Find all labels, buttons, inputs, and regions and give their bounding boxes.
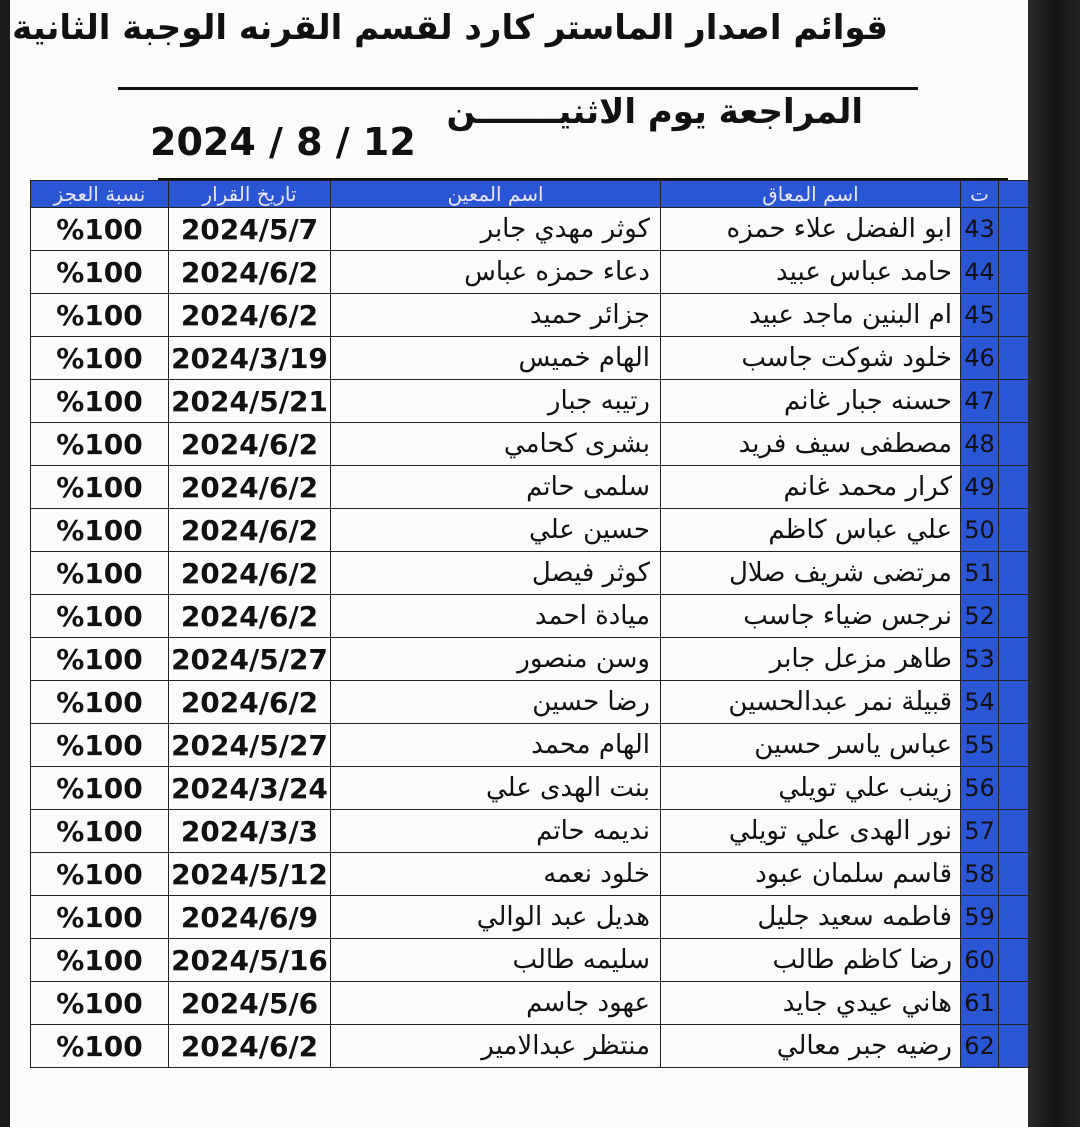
- decision-date-cell: 2024/6/2: [169, 423, 331, 466]
- header-decision-date: تاريخ القرار: [169, 181, 331, 208]
- helper-name-cell: بشرى كحامي: [331, 423, 661, 466]
- table-row: [31, 982, 1029, 1025]
- decision-date-cell: 2024/5/21: [169, 380, 331, 423]
- row-number-cell: 62: [961, 1025, 999, 1068]
- decision-date-cell: 2024/6/2: [169, 466, 331, 509]
- helper-name-cell: الهام محمد: [331, 724, 661, 767]
- row-number-cell: 52: [961, 595, 999, 638]
- row-number-cell: 60: [961, 939, 999, 982]
- row-number-cell: 43: [961, 208, 999, 251]
- disabled-name-cell: رضيه جبر معالي: [661, 1025, 961, 1068]
- disabled-name-cell: قبيلة نمر عبدالحسين: [661, 681, 961, 724]
- disability-ratio-cell: %100: [31, 208, 169, 251]
- header-disabled-name: اسم المعاق: [661, 181, 961, 208]
- disabled-name-cell: ابو الفضل علاء حمزه: [661, 208, 961, 251]
- blue-edge: [999, 638, 1029, 681]
- decision-date-cell: 2024/5/27: [169, 638, 331, 681]
- blue-edge: [999, 810, 1029, 853]
- helper-name-cell: وسن منصور: [331, 638, 661, 681]
- table-row: [31, 294, 1029, 337]
- helper-name-cell: رضا حسين: [331, 681, 661, 724]
- disabled-name-cell: كرار محمد غانم: [661, 466, 961, 509]
- blue-edge: [999, 896, 1029, 939]
- decision-date-cell: 2024/6/2: [169, 681, 331, 724]
- table-row: [31, 251, 1029, 294]
- decision-date-cell: 2024/6/2: [169, 294, 331, 337]
- decision-date-cell: 2024/3/19: [169, 337, 331, 380]
- disabled-name-cell: نرجس ضياء جاسب: [661, 595, 961, 638]
- table-row: [31, 337, 1029, 380]
- blue-edge: [999, 1025, 1029, 1068]
- table-header-row: [31, 181, 1029, 208]
- helper-name-cell: سليمه طالب: [331, 939, 661, 982]
- disability-ratio-cell: %100: [31, 552, 169, 595]
- helper-name-cell: الهام خميس: [331, 337, 661, 380]
- disability-ratio-cell: %100: [31, 681, 169, 724]
- decision-date-cell: 2024/6/2: [169, 1025, 331, 1068]
- helper-name-cell: بنت الهدى علي: [331, 767, 661, 810]
- decision-date-cell: 2024/6/2: [169, 251, 331, 294]
- disability-ratio-cell: %100: [31, 294, 169, 337]
- blue-edge: [999, 181, 1029, 208]
- table-row: [31, 595, 1029, 638]
- helper-name-cell: هديل عبد الوالي: [331, 896, 661, 939]
- table-row: [31, 896, 1029, 939]
- row-number-cell: 47: [961, 380, 999, 423]
- table-row: [31, 1025, 1029, 1068]
- helper-name-cell: سلمى حاتم: [331, 466, 661, 509]
- row-number-cell: 54: [961, 681, 999, 724]
- table-row: [31, 853, 1029, 896]
- decision-date-cell: 2024/5/16: [169, 939, 331, 982]
- title-line-2: المراجعة يوم الاثنيـــــــن: [446, 92, 863, 132]
- disabled-name-cell: قاسم سلمان عبود: [661, 853, 961, 896]
- disability-ratio-cell: %100: [31, 337, 169, 380]
- disabled-name-cell: علي عباس كاظم: [661, 509, 961, 552]
- blue-edge: [999, 681, 1029, 724]
- helper-name-cell: كوثر فيصل: [331, 552, 661, 595]
- table-row: [31, 380, 1029, 423]
- row-number-cell: 51: [961, 552, 999, 595]
- row-number-cell: 50: [961, 509, 999, 552]
- blue-edge: [999, 294, 1029, 337]
- disabled-name-cell: نور الهدى علي تويلي: [661, 810, 961, 853]
- disabled-name-cell: مصطفى سيف فريد: [661, 423, 961, 466]
- header-helper-name: اسم المعين: [331, 181, 661, 208]
- table-row: [31, 466, 1029, 509]
- helper-name-cell: جزائر حميد: [331, 294, 661, 337]
- decision-date-cell: 2024/3/24: [169, 767, 331, 810]
- decision-date-cell: 2024/5/27: [169, 724, 331, 767]
- blue-edge: [999, 337, 1029, 380]
- disability-ratio-cell: %100: [31, 466, 169, 509]
- blue-edge: [999, 251, 1029, 294]
- document-page: [10, 0, 1028, 1127]
- table-row: [31, 767, 1029, 810]
- table-row: [31, 724, 1029, 767]
- decision-date-cell: 2024/3/3: [169, 810, 331, 853]
- disabled-name-cell: حامد عباس عبيد: [661, 251, 961, 294]
- blue-edge: [999, 208, 1029, 251]
- header-disability-ratio: نسبة العجز: [31, 181, 169, 208]
- disability-ratio-cell: %100: [31, 724, 169, 767]
- decision-date-cell: 2024/5/12: [169, 853, 331, 896]
- table-row: [31, 423, 1029, 466]
- title-underline: [118, 87, 918, 90]
- blue-edge: [999, 767, 1029, 810]
- disability-ratio-cell: %100: [31, 509, 169, 552]
- blue-edge: [999, 853, 1029, 896]
- disability-ratio-cell: %100: [31, 982, 169, 1025]
- disability-ratio-cell: %100: [31, 1025, 169, 1068]
- helper-name-cell: رتيبه جبار: [331, 380, 661, 423]
- disabled-name-cell: مرتضى شريف صلال: [661, 552, 961, 595]
- review-date: 2024 / 8 / 12: [150, 120, 416, 164]
- decision-date-cell: 2024/6/2: [169, 595, 331, 638]
- disabled-name-cell: زينب علي تويلي: [661, 767, 961, 810]
- row-number-cell: 48: [961, 423, 999, 466]
- row-number-cell: 61: [961, 982, 999, 1025]
- row-number-cell: 44: [961, 251, 999, 294]
- row-number-cell: 53: [961, 638, 999, 681]
- blue-edge: [999, 939, 1029, 982]
- table-row: [31, 681, 1029, 724]
- table-row: [31, 810, 1029, 853]
- row-number-cell: 45: [961, 294, 999, 337]
- blue-edge: [999, 552, 1029, 595]
- table-row: [31, 509, 1029, 552]
- disabled-name-cell: طاهر مزعل جابر: [661, 638, 961, 681]
- disability-ratio-cell: %100: [31, 380, 169, 423]
- disabled-name-cell: فاطمه سعيد جليل: [661, 896, 961, 939]
- disabled-name-cell: ام البنين ماجد عبيد: [661, 294, 961, 337]
- disabled-name-cell: عباس ياسر حسين: [661, 724, 961, 767]
- decision-date-cell: 2024/5/7: [169, 208, 331, 251]
- disabled-name-cell: رضا كاظم طالب: [661, 939, 961, 982]
- helper-name-cell: نديمه حاتم: [331, 810, 661, 853]
- row-number-cell: 49: [961, 466, 999, 509]
- blue-edge: [999, 509, 1029, 552]
- helper-name-cell: كوثر مهدي جابر: [331, 208, 661, 251]
- decision-date-cell: 2024/6/2: [169, 509, 331, 552]
- disability-ratio-cell: %100: [31, 423, 169, 466]
- helper-name-cell: منتظر عبدالامير: [331, 1025, 661, 1068]
- roster-table: [30, 180, 1028, 1068]
- table-row: [31, 552, 1029, 595]
- row-number-cell: 57: [961, 810, 999, 853]
- disability-ratio-cell: %100: [31, 595, 169, 638]
- decision-date-cell: 2024/5/6: [169, 982, 331, 1025]
- table-row: [31, 939, 1029, 982]
- decision-date-cell: 2024/6/2: [169, 552, 331, 595]
- blue-edge: [999, 595, 1029, 638]
- table-row: [31, 638, 1029, 681]
- photo-edge: [1028, 0, 1080, 1127]
- row-number-cell: 55: [961, 724, 999, 767]
- disability-ratio-cell: %100: [31, 251, 169, 294]
- row-number-cell: 59: [961, 896, 999, 939]
- row-number-cell: 58: [961, 853, 999, 896]
- row-number-cell: 56: [961, 767, 999, 810]
- blue-edge: [999, 423, 1029, 466]
- title-line-1: قوائم اصدار الماستر كارد لقسم القرنه الوجبة الثانية: [12, 8, 888, 48]
- helper-name-cell: دعاء حمزه عباس: [331, 251, 661, 294]
- decision-date-cell: 2024/6/9: [169, 896, 331, 939]
- disability-ratio-cell: %100: [31, 638, 169, 681]
- helper-name-cell: ميادة احمد: [331, 595, 661, 638]
- blue-edge: [999, 724, 1029, 767]
- row-number-cell: 46: [961, 337, 999, 380]
- disabled-name-cell: حسنه جبار غانم: [661, 380, 961, 423]
- disability-ratio-cell: %100: [31, 767, 169, 810]
- disability-ratio-cell: %100: [31, 939, 169, 982]
- blue-edge: [999, 380, 1029, 423]
- disabled-name-cell: هاني عيدي جايد: [661, 982, 961, 1025]
- disability-ratio-cell: %100: [31, 853, 169, 896]
- blue-edge: [999, 982, 1029, 1025]
- blue-edge: [999, 466, 1029, 509]
- helper-name-cell: حسين علي: [331, 509, 661, 552]
- helper-name-cell: خلود نعمه: [331, 853, 661, 896]
- header-num: ت: [961, 181, 999, 208]
- helper-name-cell: عهود جاسم: [331, 982, 661, 1025]
- disability-ratio-cell: %100: [31, 896, 169, 939]
- disability-ratio-cell: %100: [31, 810, 169, 853]
- disabled-name-cell: خلود شوكت جاسب: [661, 337, 961, 380]
- table-row: [31, 208, 1029, 251]
